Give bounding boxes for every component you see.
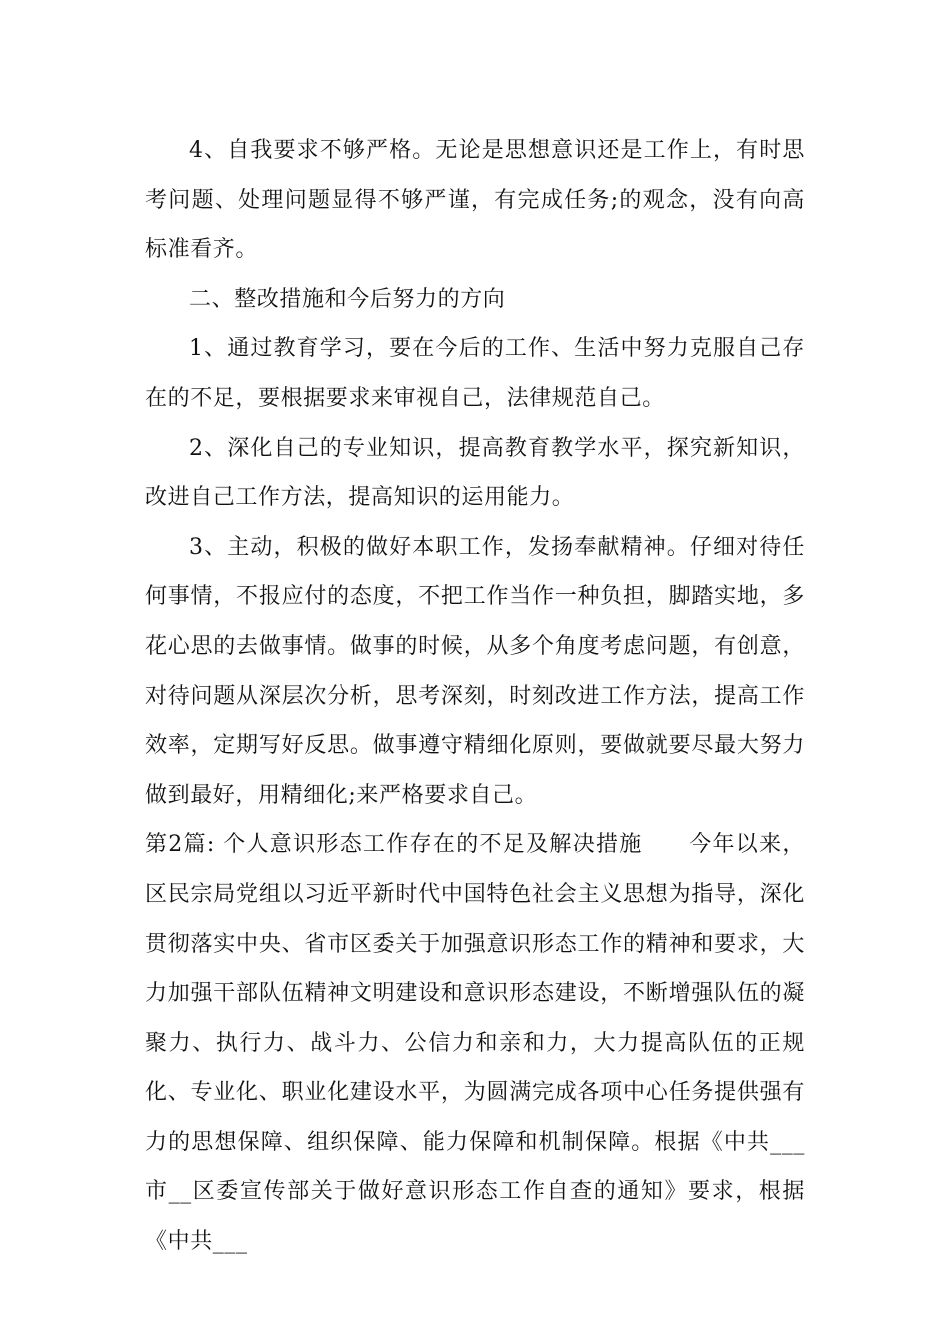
document-body xyxy=(145,126,805,1267)
paragraph-active-work: 3、主动，积极的做好本职工作，发扬奉献精神。仔细对待任何事情，不报应付的态度，不把工作当作一种负担，脚踏实地，多花心思的去做事情。做事的时候，从多个角度考虑问题，有创意，对待问题从深层次分析，思考深刻，时刻改进工作方法，提高工作效率，定期写好反思。做事遵守精细化原则，要做就要尽最大努力做到最好，用精细化;来严格要求自己。 xyxy=(145,534,805,808)
paragraph-education-study: 1、通过教育学习，要在今后的工作、生活中努力克服自己存在的不足，要根据要求来审视自己，法律规范自己。 xyxy=(145,336,805,411)
section-heading-rectification: 二、整改措施和今后努力的方向 xyxy=(189,286,506,312)
paragraph-professional-knowledge: 2、深化自己的专业知识，提高教育教学水平，探究新知识，改进自己工作方法，提高知识的运用能力。 xyxy=(145,435,805,511)
paragraph-article-2: 第2篇: 个人意识形态工作存在的不足及解决措施 今年以来，区民宗局党组以习近平新时代中国特色社会主义思想为指导，深化贯彻落实中央、省市区委关于加强意识形态工作的精神和要求，大力加强干部队伍精神文明建设和意识形态建设，不断增强队伍的凝聚力、执行力、战斗力、公信力和亲和力，大力提高队伍的正规化、专业化、职业化建设水平，为圆满完成各项中心任务提供强有力的思想保障、组织保障、能力保障和机制保障。根据《中共___市__区委宣传部关于做好意识形态工作自查的通知》要求，根据《中共___ xyxy=(145,832,805,1255)
paragraph-self-requirement: 4、自我要求不够严格。无论是思想意识还是工作上，有时思考问题、处理问题显得不够严谨，有完成任务;的观念，没有向高标准看齐。 xyxy=(145,138,805,263)
